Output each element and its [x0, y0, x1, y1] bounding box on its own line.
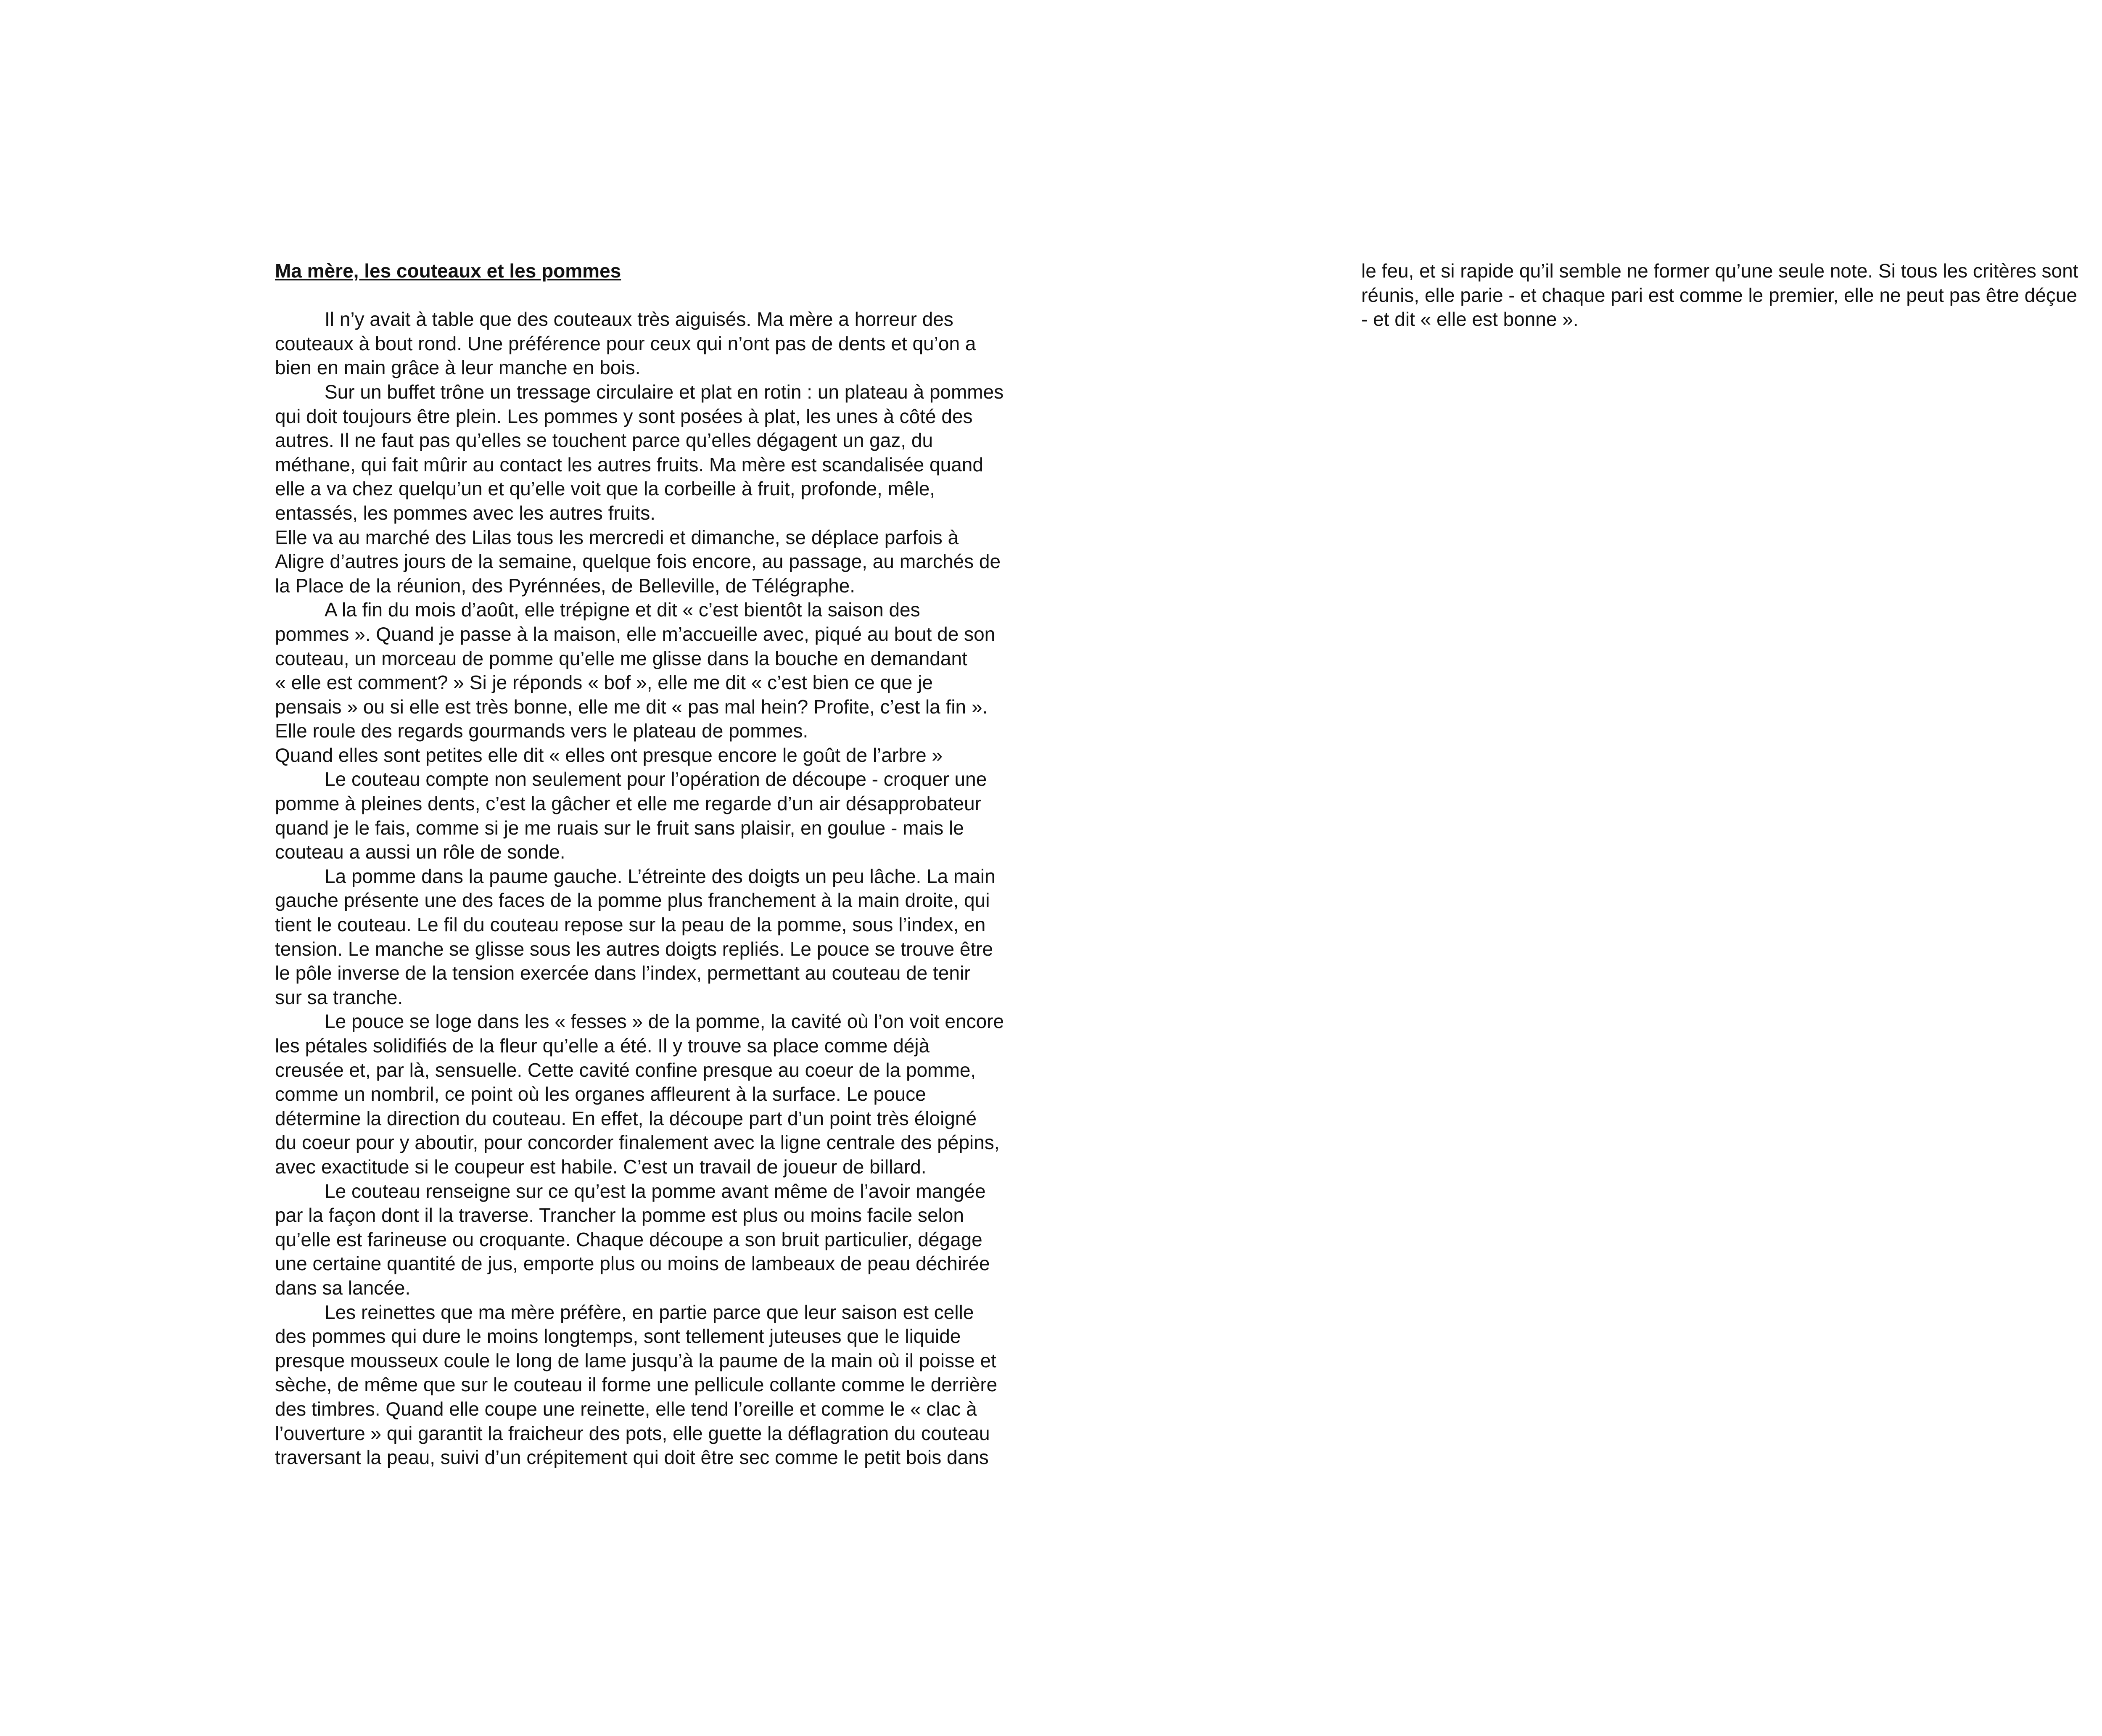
text-line: avec exactitude si le coupeur est habile. C’est un travail de joueur de billard.: [275, 1155, 927, 1178]
text-line: la Place de la réunion, des Pyrénnées, de Belleville, de Télégraphe.: [275, 574, 856, 597]
text-line: La pomme dans la paume gauche. L’étreinte des doigts un peu lâche. La main: [325, 865, 996, 887]
text-line: qui doit toujours être plein. Les pommes y sont posées à plat, les unes à côté des: [275, 405, 973, 427]
text-line: des timbres. Quand elle coupe une reinette, elle tend l’oreille et comme le « clac à: [275, 1398, 977, 1420]
text-line: quand je le fais, comme si je me ruais sur le fruit sans plaisir, en goulue - mais le: [275, 816, 964, 839]
text-line: par la façon dont il la traverse. Trancher la pomme est plus ou moins facile selon: [275, 1204, 964, 1226]
text-line: Aligre d’autres jours de la semaine, quelque fois encore, au passage, au marchés de: [275, 550, 1001, 573]
text-line: autres. Il ne faut pas qu’elles se touchent parce qu’elles dégagent un gaz, du: [275, 429, 933, 452]
text-line: Il n’y avait à table que des couteaux très aiguisés. Ma mère a horreur des: [325, 308, 953, 330]
text-line: Elle va au marché des Lilas tous les mercredi et dimanche, se déplace parfois à: [275, 526, 959, 548]
text-line: tension. Le manche se glisse sous les autres doigts repliés. Le pouce se trouve être: [275, 938, 993, 960]
text-line: presque mousseux coule le long de lame jusqu’à la paume de la main où il poisse et: [275, 1349, 996, 1371]
text-line: dans sa lancée.: [275, 1276, 411, 1299]
text-line: traversant la peau, suivi d’un crépitement qui doit être sec comme le petit bois dans: [275, 1446, 989, 1469]
text-line: comme un nombril, ce point où les organes affleurent à la surface. Le pouce: [275, 1083, 926, 1105]
text-line: le pôle inverse de la tension exercée dans l’index, permettant au couteau de tenir: [275, 962, 971, 984]
text-line: les pétales solidifiés de la fleur qu’elle a été. Il y trouve sa place comme déjà: [275, 1035, 930, 1057]
text-line: pomme à pleines dents, c’est la gâcher et elle me regarde d’un air désapprobateur: [275, 793, 981, 815]
text-line: méthane, qui fait mûrir au contact les autres fruits. Ma mère est scandalisée quand: [275, 453, 983, 476]
text-line: Sur un buffet trône un tressage circulaire et plat en rotin : un plateau à pommes: [325, 380, 1004, 403]
right-page-body: [1361, 259, 2102, 332]
text-line: pensais » ou si elle est très bonne, elle me dit « pas mal hein? Profite, c’est la fin ».: [275, 695, 988, 718]
text-line: - et dit « elle est bonne ».: [1361, 308, 1579, 330]
text-line: détermine la direction du couteau. En effet, la découpe part d’un point très éloigné: [275, 1107, 977, 1129]
text-line: Le couteau renseigne sur ce qu’est la pomme avant même de l’avoir mangée: [325, 1180, 986, 1202]
document-title: Ma mère, les couteaux et les pommes: [275, 260, 621, 282]
text-line: sèche, de même que sur le couteau il forme une pellicule collante comme le derrière: [275, 1374, 998, 1396]
text-line: couteaux à bout rond. Une préférence pour ceux qui n’ont pas de dents et qu’on a: [275, 332, 976, 354]
text-line: creusée et, par là, sensuelle. Cette cavité confine presque au coeur de la pomme,: [275, 1059, 976, 1081]
text-line: A la fin du mois d’août, elle trépigne et dit « c’est bientôt la saison des: [325, 599, 920, 621]
text-line: l’ouverture » qui garantit la fraicheur des pots, elle guette la déflagration du couteau: [275, 1422, 990, 1444]
text-line: une certaine quantité de jus, emporte plus ou moins de lambeaux de peau déchirée: [275, 1252, 990, 1275]
text-line: Le pouce se loge dans les « fesses » de la pomme, la cavité où l’on voit encore: [325, 1010, 1004, 1033]
text-line: Le couteau compte non seulement pour l’opération de découpe - croquer une: [325, 768, 987, 790]
text-line: du coeur pour y aboutir, pour concorder finalement avec la ligne centrale des pépins,: [275, 1131, 1000, 1154]
text-line: des pommes qui dure le moins longtemps, sont tellement juteuses que le liquide: [275, 1325, 961, 1348]
text-line: entassés, les pommes avec les autres fruits.: [275, 502, 656, 524]
text-line: pommes ». Quand je passe à la maison, elle m’accueille avec, piqué au bout de son: [275, 623, 996, 645]
text-line: couteau a aussi un rôle de sonde.: [275, 841, 565, 863]
text-line: le feu, et si rapide qu’il semble ne former qu’une seule note. Si tous les critères sont: [1361, 260, 2078, 282]
text-line: couteau, un morceau de pomme qu’elle me glisse dans la bouche en demandant: [275, 647, 967, 669]
text-line: Les reinettes que ma mère préfère, en partie parce que leur saison est celle: [325, 1301, 974, 1323]
text-line: bien en main grâce à leur manche en bois.: [275, 357, 641, 379]
text-line: elle a va chez quelqu’un et qu’elle voit que la corbeille à fruit, profonde, mêle,: [275, 478, 935, 500]
left-page-body: [275, 307, 1061, 1470]
text-line: tient le couteau. Le fil du couteau repose sur la peau de la pomme, sous l’index, en: [275, 914, 986, 936]
right-page: [1361, 259, 2102, 332]
text-line: réunis, elle parie - et chaque pari est comme le premier, elle ne peut pas être déçue: [1361, 284, 2077, 306]
text-line: gauche présente une des faces de la pomme plus franchement à la main droite, qui: [275, 889, 990, 912]
text-line: qu’elle est farineuse ou croquante. Chaque découpe a son bruit particulier, dégage: [275, 1228, 982, 1250]
text-line: Elle roule des regards gourmands vers le plateau de pommes.: [275, 720, 808, 742]
text-line: sur sa tranche.: [275, 986, 403, 1008]
text-line: « elle est comment? » Si je réponds « bof », elle me dit « c’est bien ce que je: [275, 671, 933, 694]
text-line: Quand elles sont petites elle dit « elles ont presque encore le goût de l’arbre »: [275, 744, 943, 766]
left-page: [275, 259, 1061, 1470]
